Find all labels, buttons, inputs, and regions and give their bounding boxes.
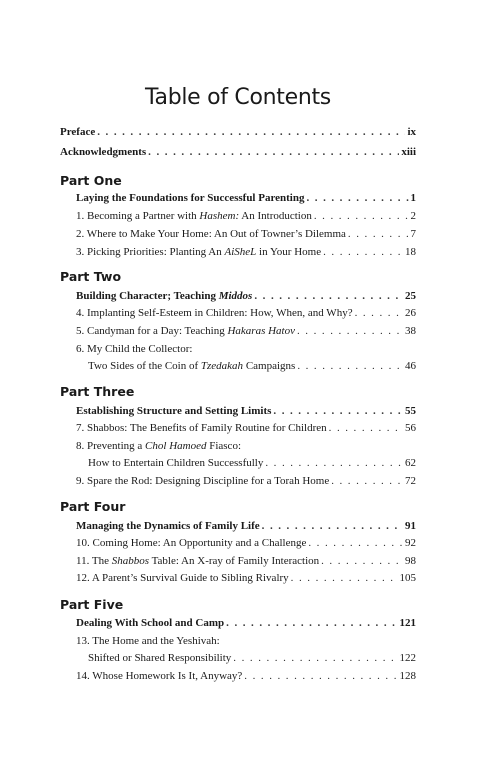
toc-entry[interactable] (76, 471, 416, 488)
part-heading: Part Four (60, 499, 126, 514)
entry-label: 9. Spare the Rod: Designing Discipline for a Torah Home (76, 475, 330, 487)
entry-label-part: Two Sides of the Coin of (88, 360, 201, 372)
toc-entry[interactable] (76, 303, 416, 320)
toc-entry[interactable] (88, 453, 416, 470)
entry-page: xiii (401, 146, 416, 158)
toc-section[interactable] (76, 286, 416, 303)
entry-label: Dealing With School and Camp (76, 617, 225, 629)
entry-label: Shifted or Shared Responsibility (88, 652, 232, 664)
entry-page: ix (407, 126, 416, 138)
dot-leader (273, 404, 403, 418)
entry-label-italic: Chol Hamoed (145, 440, 207, 452)
entry-page: 72 (405, 475, 416, 487)
entry-page: 18 (405, 246, 416, 258)
entry-page: 98 (405, 555, 416, 567)
entry-label-italic: Hashem: (199, 210, 240, 222)
entry-label: 14. Whose Homework Is It, Anyway? (76, 670, 243, 682)
part-heading: Part Five (60, 597, 124, 612)
toc-entry-line[interactable] (76, 631, 416, 648)
part-heading: Part Three (60, 384, 135, 399)
entry-label-part: Building Character; Teaching (76, 290, 219, 302)
entry-label: 13. The Home and the Yeshivah: (76, 635, 220, 647)
entry-page: 46 (405, 360, 416, 372)
toc-entry-preface[interactable] (60, 122, 416, 139)
entry-label-italic: Tzedakah (200, 360, 244, 372)
toc-entry[interactable] (88, 356, 416, 373)
entry-page: 38 (405, 325, 416, 337)
dot-leader (297, 359, 403, 373)
entry-label-part: in Your Home (256, 246, 322, 258)
dot-leader (233, 651, 397, 665)
entry-label: 4. Implanting Self-Esteem in Children: How, When, and Why? (76, 307, 353, 319)
toc-entry[interactable] (76, 533, 416, 550)
toc-section[interactable] (76, 613, 416, 630)
entry-page: 91 (405, 520, 416, 532)
entry-label-italic: Middos (218, 290, 253, 302)
toc-entry-acknowledgments[interactable] (60, 142, 416, 159)
toc-entry[interactable] (76, 418, 416, 435)
entry-label (76, 209, 312, 223)
toc-entry[interactable] (76, 242, 416, 259)
entry-label-part: Table: An X-ray of Family Interaction (149, 555, 320, 567)
toc-entry[interactable] (76, 568, 416, 585)
entry-page: 62 (405, 457, 416, 469)
entry-label-italic: Shabbos (111, 555, 150, 567)
entry-page: 2 (410, 210, 416, 222)
entry-label: Managing the Dynamics of Family Life (76, 520, 260, 532)
entry-label (76, 245, 321, 259)
entry-page: 25 (405, 290, 416, 302)
toc-entry-line[interactable] (76, 436, 416, 453)
entry-label-part: Campaigns (243, 360, 296, 372)
toc-entry[interactable] (76, 321, 416, 338)
toc-entry[interactable] (88, 648, 416, 665)
dot-leader (254, 289, 403, 303)
entry-label: 7. Shabbos: The Benefits of Family Routine for Children (76, 422, 327, 434)
entry-page: 1 (410, 192, 416, 204)
entry-label: Establishing Structure and Setting Limits (76, 405, 272, 417)
entry-page: 56 (405, 422, 416, 434)
dot-leader (331, 474, 403, 488)
dot-leader (323, 245, 403, 259)
toc-entry[interactable] (76, 666, 416, 683)
dot-leader (348, 227, 409, 241)
part-heading: Part One (60, 173, 122, 188)
toc-entry[interactable] (76, 224, 416, 241)
entry-label: 10. Coming Home: An Opportunity and a Challenge (76, 537, 307, 549)
entry-page: 26 (405, 307, 416, 319)
entry-page: 92 (405, 537, 416, 549)
entry-label (76, 324, 295, 338)
toc-section[interactable] (76, 401, 416, 418)
dot-leader (355, 306, 403, 320)
dot-leader (291, 571, 398, 585)
dot-leader (262, 519, 403, 533)
dot-leader (308, 536, 403, 550)
entry-page: 7 (410, 228, 416, 240)
entry-label: Laying the Foundations for Successful Parenting (76, 192, 305, 204)
dot-leader (97, 125, 405, 139)
dot-leader (265, 456, 403, 470)
entry-label (76, 554, 319, 568)
dot-leader (314, 209, 409, 223)
dot-leader (329, 421, 403, 435)
toc-section[interactable] (76, 516, 416, 533)
entry-label: How to Entertain Children Successfully (88, 457, 264, 469)
toc-entry[interactable] (76, 551, 416, 568)
dot-leader (148, 145, 399, 159)
entry-page: 121 (399, 617, 416, 629)
toc-section[interactable] (76, 188, 416, 205)
dot-leader (321, 554, 403, 568)
toc-entry-line[interactable] (76, 339, 416, 356)
entry-label-part: Fiasco: (206, 440, 241, 452)
entry-label: 12. A Parent’s Survival Guide to Sibling Rivalry (76, 572, 289, 584)
entry-label-italic: Hakaras Hatov (227, 325, 295, 337)
toc-entry[interactable] (76, 206, 416, 223)
entry-page: 105 (399, 572, 416, 584)
dot-leader (226, 616, 397, 630)
entry-label (88, 359, 295, 373)
entry-label (76, 289, 252, 303)
page-title: Table of Contents (145, 85, 331, 110)
entry-label-part: An Introduction (239, 210, 312, 222)
entry-page: 122 (399, 652, 416, 664)
entry-label: Preface (60, 126, 96, 138)
dot-leader (306, 191, 408, 205)
entry-label-part: 5. Candyman for a Day: Teaching (76, 325, 228, 337)
entry-label (76, 439, 241, 453)
entry-label: 2. Where to Make Your Home: An Out of Towner’s Dilemma (76, 228, 346, 240)
entry-label-part: 11. The (76, 555, 112, 567)
entry-label: 6. My Child the Collector: (76, 343, 193, 355)
part-heading: Part Two (60, 269, 122, 284)
entry-label: Acknowledgments (60, 146, 147, 158)
entry-label-italic: AiSheL (224, 246, 257, 258)
entry-label-part: 1. Becoming a Partner with (76, 210, 200, 222)
entry-label-part: 3. Picking Priorities: Planting An (76, 246, 225, 258)
dot-leader (297, 324, 403, 338)
entry-page: 128 (399, 670, 416, 682)
entry-page: 55 (405, 405, 416, 417)
entry-label-part: 8. Preventing a (76, 440, 146, 452)
dot-leader (244, 669, 397, 683)
